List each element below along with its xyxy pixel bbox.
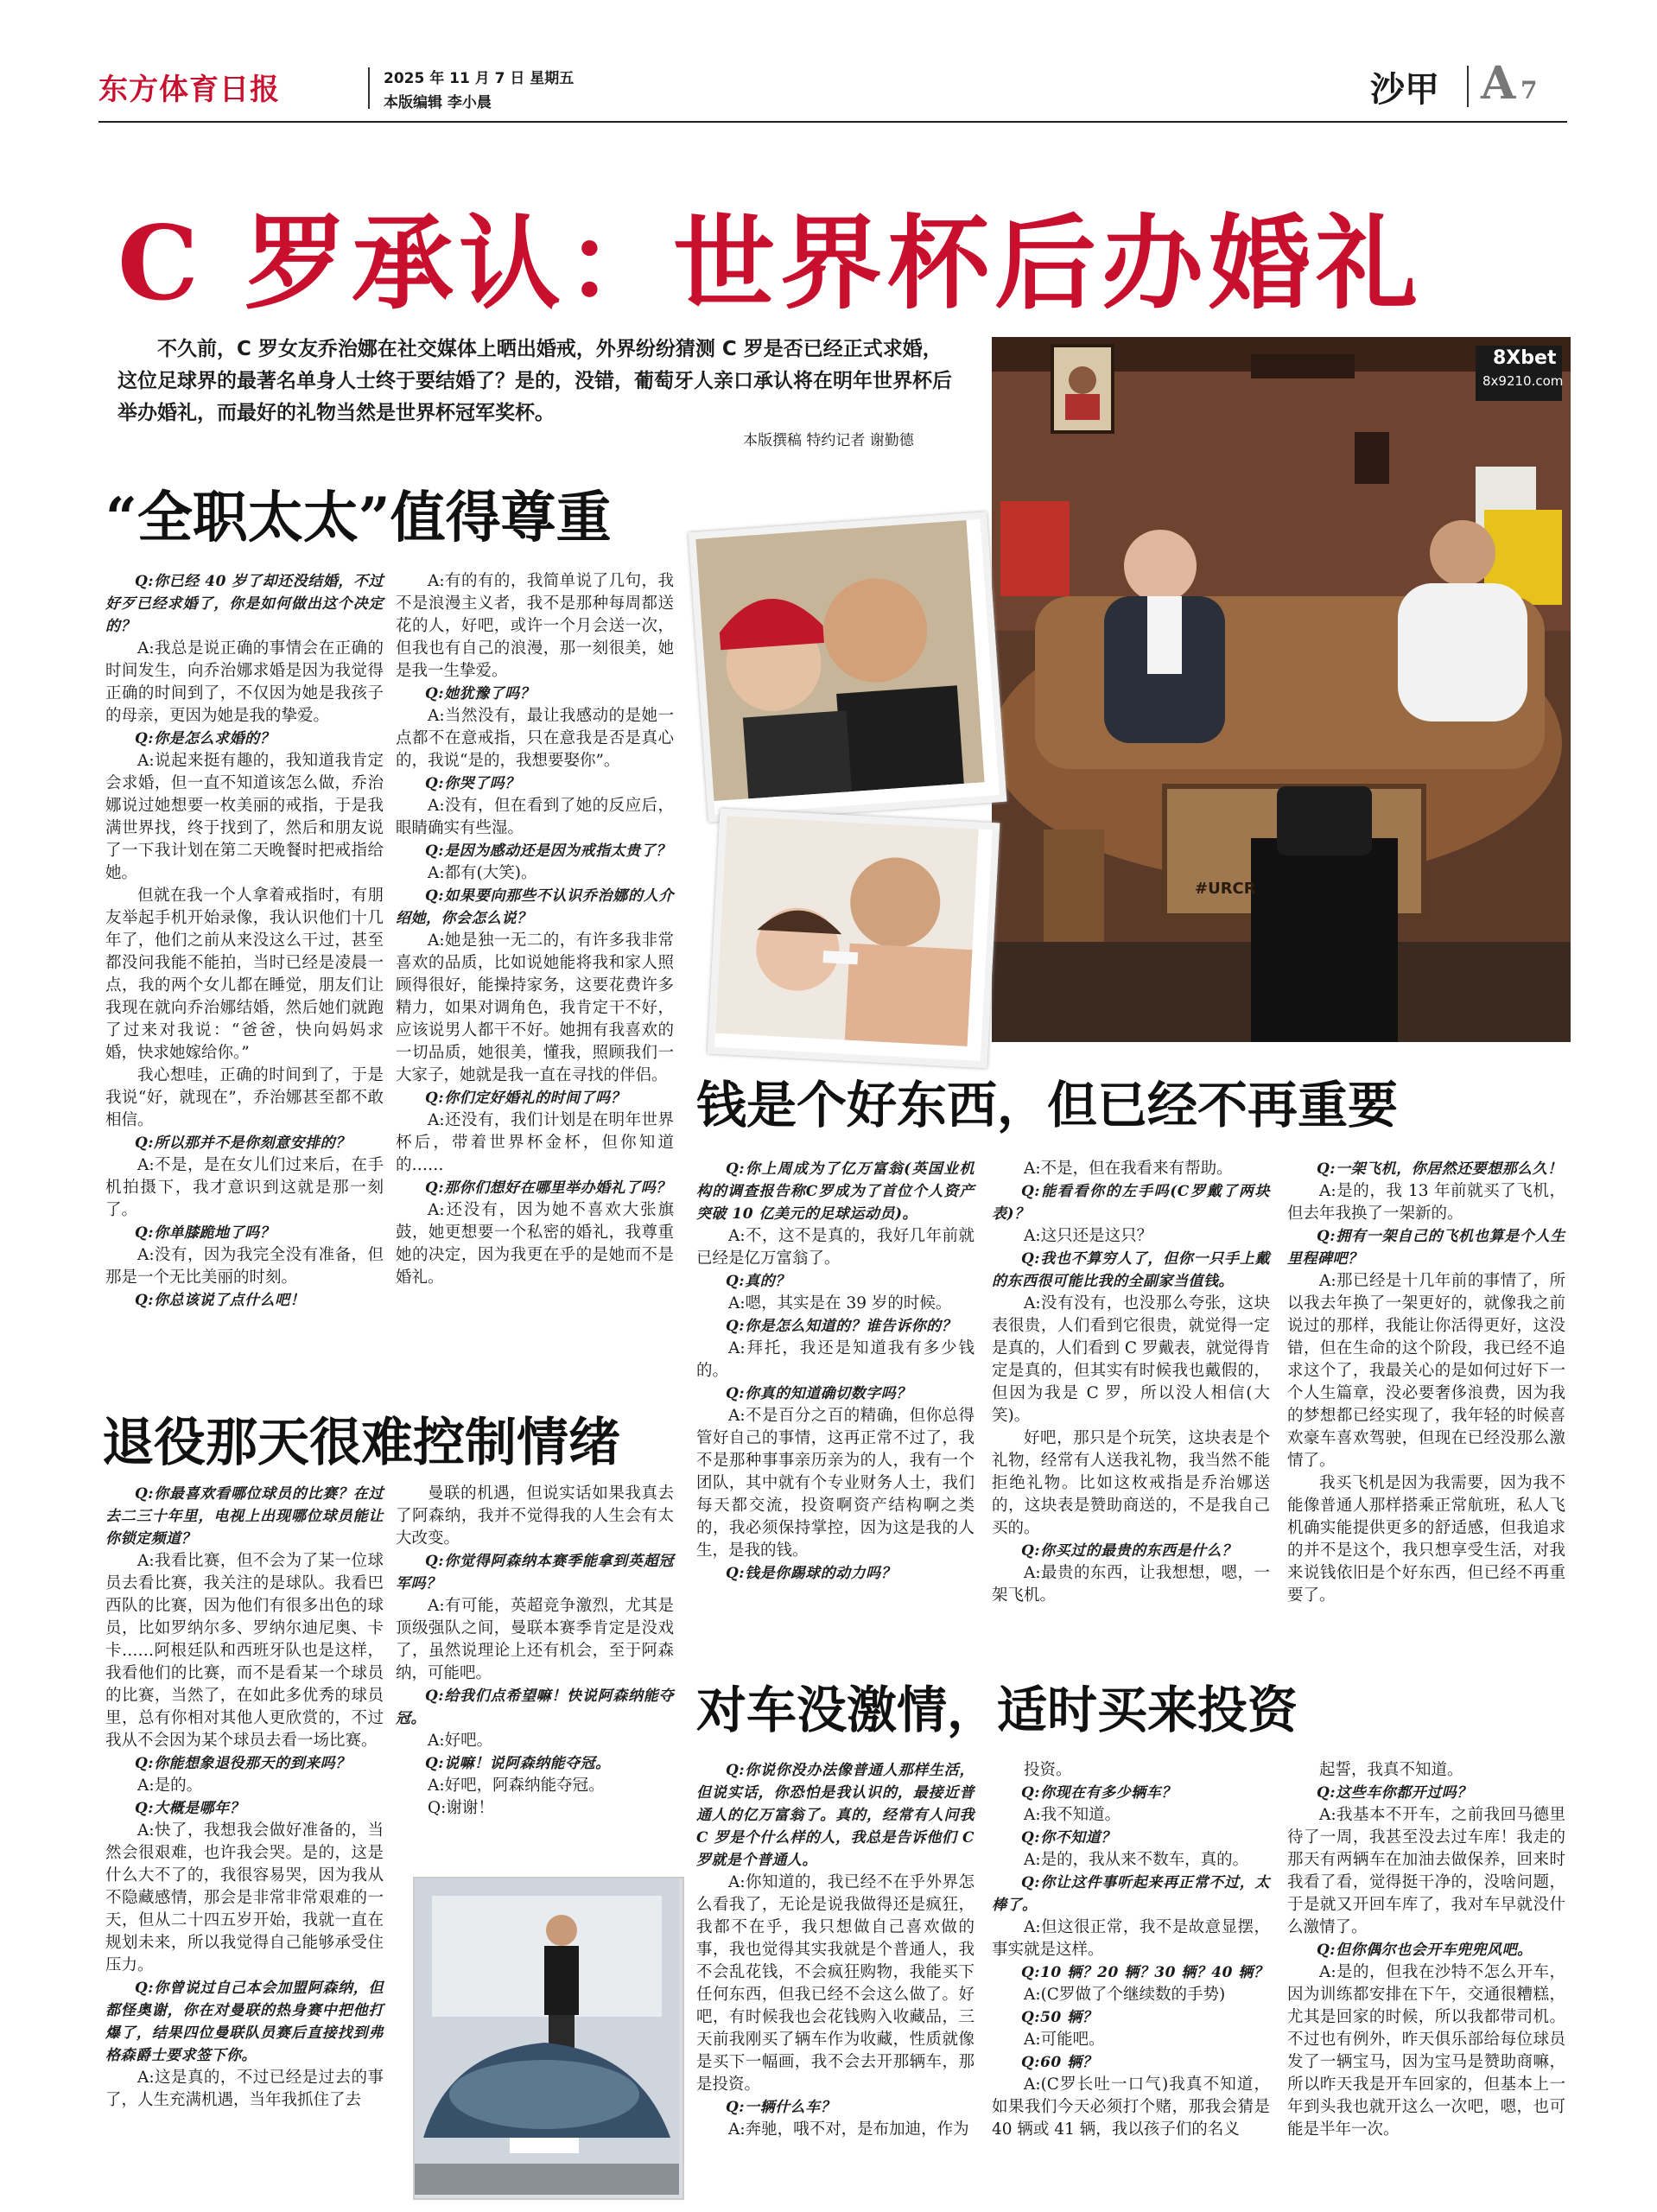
interview-question: Q:一辆什么车？ bbox=[726, 2099, 836, 2116]
interview-question: Q:她犹豫了吗？ bbox=[425, 685, 536, 702]
interview-question: Q:你说你没办法像普通人那样生活，但说实话，你恐怕是我认识的，最接近普通人的亿万富翁了。真的，经常有人问我 C 罗是个什么样的人，我总是告诉他们 C 罗就是个普通人。 bbox=[696, 1762, 975, 1869]
interview-question: Q:你总该说了点什么吧！ bbox=[135, 1292, 306, 1309]
page-divider bbox=[1467, 66, 1469, 107]
issue-date: 2025 年 11 月 7 日 星期五 bbox=[384, 70, 575, 87]
interview-answer: A:她是独一无二的，有许多我非常喜欢的品质，比如说她能将我和家人照顾得很好，能操持家务，这要花费许多精力，如果对调角色，我肯定干不好，应该说男人都干不好。她拥有我喜欢的一切品质，她很美，懂我，照顾我们一大家子，她就是我一直在寻找的伴侣。 bbox=[396, 931, 674, 1084]
interview-question: Q:你已经 40 岁了却还没结婚，不过好歹已经求婚了，你是如何做出这个决定的？ bbox=[105, 573, 384, 635]
interview-answer: A:我不知道。 bbox=[1024, 1806, 1121, 1824]
paper-logo: 东方体育日报 bbox=[98, 73, 280, 107]
main-headline: C 罗承认：世界杯后办婚礼 bbox=[117, 203, 1423, 323]
interview-answer: A:不是，是在女儿们过来后，在手机拍摄下，我才意识到这就是那一刻了。 bbox=[105, 1156, 384, 1219]
interview-question: Q:真的？ bbox=[726, 1273, 790, 1290]
section3-column-1 bbox=[696, 1158, 975, 1585]
page-letter: A bbox=[1481, 57, 1516, 110]
interview-question: Q:给我们点希望嘛！快说阿森纳能夺冠。 bbox=[396, 1688, 674, 1727]
interview-answer: A:还没有，因为她不喜欢大张旗鼓，她更想要一个私密的婚礼，我尊重她的决定，因为我更在乎的是她而不是婚礼。 bbox=[396, 1201, 674, 1287]
interview-answer: A:可能吧。 bbox=[1024, 2031, 1105, 2049]
interview-answer: A:是的，我从来不数车，真的。 bbox=[1024, 1851, 1249, 1869]
section3-column-3 bbox=[1287, 1158, 1565, 1607]
interview-question: Q:这些车你都开过吗？ bbox=[1317, 1784, 1472, 1802]
interview-question: Q:那你们想好在哪里举办婚礼了吗？ bbox=[425, 1179, 671, 1197]
interview-question: Q:说嘛！说阿森纳能夺冠。 bbox=[425, 1755, 611, 1772]
interview-question: Q:你最喜欢看哪位球员的比赛？在过去二三十年里，电视上出现哪位球员能让你锁定频道？ bbox=[105, 1485, 384, 1548]
interview-answer: A:我看比赛，但不会为了某一位球员去看比赛，我关注的是球队。我看巴西队的比赛，因为他们有很多出色的球员，比如罗纳尔多、罗纳尔迪尼奥、卡卡……阿根廷队和西班牙队也是这样，我看他们的比赛，而不是看某一个球员的比赛，当然了，在如此多优秀的球员里，总有你相对其他人更欣赏的，不过我从不会因为某个球员去看一场比赛。 bbox=[105, 1552, 384, 1750]
interview-answer: A:(C罗长吐一口气)我真不知道，如果我们今天必须打个赌，那我会猜是 40 辆或 41 辆，我以孩子们的名义 bbox=[992, 2075, 1270, 2139]
interview-question: Q:大概是哪年？ bbox=[135, 1800, 245, 1817]
interview-photo bbox=[992, 337, 1571, 1042]
interview-answer: A:这只还是这只？ bbox=[1024, 1227, 1153, 1245]
interview-answer: A:不是百分之百的精确，但你总得管好自己的事情，这再正常不过了，我不是那种事事亲历亲为的人，我有一个团队，其中就有个专业财务人士，我们每天都交流，投资啊资产结构啊之类的，我必须保持掌控，因为这是我的人生，是我的钱。 bbox=[696, 1407, 975, 1560]
interview-answer: A:不是，但在我看来有帮助。 bbox=[1024, 1160, 1233, 1178]
family-photo bbox=[708, 809, 1000, 1069]
interview-answer: A:有的有的，我简单说了几句，我不是浪漫主义者，我不是那种每周都送花的人，好吧，或许一个月会送一次，但我也有自己的浪漫，那一刻很美，她是我一生挚爱。 bbox=[396, 572, 674, 680]
interview-question: Q:拥有一架自己的飞机也算是个人生里程碑吧？ bbox=[1287, 1228, 1565, 1268]
interview-question: Q:能看看你的左手吗(C罗戴了两块表)？ bbox=[992, 1183, 1270, 1223]
interview-answer: A:是的。 bbox=[137, 1777, 203, 1795]
interview-question: Q:60 辆？ bbox=[1021, 2054, 1098, 2071]
interview-question: Q:你真的知道确切数字吗？ bbox=[726, 1385, 911, 1402]
masthead bbox=[98, 57, 1567, 112]
interview-answer: A:快了，我想我会做好准备的，当然会很艰难，也许我会哭。是的，这是什么大不了的，我很容易哭，因为我从不隐藏感情，那会是非常非常艰难的一天，但从二十四五岁开始，我就一直在规划未来，所以我觉得自己能够承受住压力。 bbox=[105, 1821, 384, 1974]
page-number: 7 bbox=[1521, 76, 1538, 105]
interview-answer: 起誓，我真不知道。 bbox=[1319, 1761, 1463, 1779]
page-editor: 本版编辑 李小晨 bbox=[384, 94, 492, 111]
sponsor-watermark: 8Xbet bbox=[1493, 347, 1557, 369]
section3-column-2 bbox=[992, 1158, 1270, 1607]
section3-heading: 钱是个好东西，但已经不再重要 bbox=[696, 1076, 1399, 1135]
interview-question: Q:你能想象退役那天的到来吗？ bbox=[135, 1755, 351, 1772]
section2-heading: 退役那天很难控制情绪 bbox=[102, 1413, 620, 1473]
interview-answer: A:没有，但在看到了她的反应后，眼睛确实有些湿。 bbox=[396, 797, 674, 837]
section2-column-1 bbox=[105, 1483, 384, 2112]
section4-heading: 对车没激情，适时买来投资 bbox=[696, 1681, 1298, 1739]
interview-question: Q:你们定好婚礼的时间了吗？ bbox=[425, 1090, 626, 1107]
interview-question: Q:钱是你踢球的动力吗？ bbox=[726, 1565, 897, 1582]
interview-answer: A:还没有，我们计划是在明年世界杯后，带着世界杯金杯，但你知道的…… bbox=[396, 1111, 674, 1174]
sponsor-url: 8x9210.com bbox=[1482, 373, 1564, 389]
interview-question: Q:你哭了吗？ bbox=[425, 775, 520, 792]
interview-answer: A:嗯，其实是在 39 岁的时候。 bbox=[728, 1294, 952, 1313]
interview-answer: A:但这很正常，我不是故意显摆，事实就是这样。 bbox=[992, 1918, 1270, 1959]
section4-column-2 bbox=[992, 1759, 1270, 2141]
interview-answer: Q:谢谢！ bbox=[428, 1799, 494, 1817]
section1-heading: “全职太太”值得尊重 bbox=[105, 486, 612, 550]
interview-answer: A:我总是说正确的事情会在正确的时间发生，向乔治娜求婚是因为我觉得正确的时间到了，不仅因为她是我孩子的母亲，更因为她是我的挚爱。 bbox=[105, 639, 384, 725]
interview-answer: A:当然没有，最让我感动的是她一点都不在意戒指，只在意我是否是真心的，我说“是的，我想要娶你”。 bbox=[396, 707, 674, 770]
interview-answer: A:这是真的，不过已经是过去的事了，人生充满机遇，当年我抓住了去 bbox=[105, 2069, 384, 2109]
table-tag: #URCR bbox=[1195, 880, 1256, 898]
car-photo bbox=[413, 1877, 684, 2200]
section2-column-2 bbox=[396, 1483, 674, 1820]
interview-answer: 好吧，那只是个玩笑，这块表是个礼物，经常有人送我礼物，我当然不能拒绝礼物。比如这枚戒指是乔治娜送的，这块表是赞助商送的，不是我自己买的。 bbox=[992, 1429, 1270, 1537]
byline: 本版撰稿 特约记者 谢勤德 bbox=[743, 432, 914, 449]
section4-column-1 bbox=[696, 1759, 975, 2141]
interview-question: Q:50 辆？ bbox=[1021, 2009, 1098, 2026]
interview-answer: A:没有没有，也没那么夸张，这块表很贵，人们看到它很贵，就觉得一定是真的，人们看到 C 罗戴表，就觉得肯定是真的，但其实有时候我也戴假的，但因为我是 C 罗，所以没人相信(大笑)。 bbox=[992, 1294, 1270, 1425]
interview-question: Q:你买过的最贵的东西是什么？ bbox=[1021, 1542, 1237, 1560]
section4-column-3 bbox=[1287, 1759, 1565, 2141]
section-name: 沙甲 bbox=[1370, 69, 1439, 110]
interview-answer: A:没有，因为我完全没有准备，但那是一个无比美丽的时刻。 bbox=[105, 1246, 384, 1287]
interview-answer: 我买飞机是因为我需要，因为我不能像普通人那样搭乘正常航班，私人飞机确实能提供更多的舒适感，但我追求的并不是这个，我只想享受生活，对我来说钱依旧是个好东西，但已经不再重要了。 bbox=[1287, 1474, 1565, 1605]
section1-column-1 bbox=[105, 570, 384, 1312]
interview-answer: A:说起来挺有趣的，我知道我肯定会求婚，但一直不知道该怎么做，乔治娜说过她想要一枚美丽的戒指，于是我满世界找，终于找到了，然后和朋友说了一下我计划在第二天晚餐时把戒指给她。 bbox=[105, 752, 384, 882]
interview-answer: A:有可能，英超竞争激烈，尤其是顶级强队之间，曼联本赛季肯定是没戏了，虽然说理论上还有机会，至于阿森纳，可能吧。 bbox=[396, 1597, 674, 1682]
masthead-rule bbox=[98, 121, 1567, 123]
interview-answer: A:奔驰，哦不对，是布加迪，作为 bbox=[728, 2120, 969, 2139]
interview-answer: A:都有(大笑)。 bbox=[428, 864, 537, 882]
interview-question: Q:是因为感动还是因为戒指太贵了？ bbox=[425, 842, 671, 860]
section1-column-2 bbox=[396, 570, 674, 1289]
interview-answer: A:我基本不开车，之前我回马德里待了一周，我甚至没去过车库！我走的那天有两辆车在加油去做保养，回来时我看了看，觉得挺干净的，没啥问题，于是就又开回车库了，我对车早就没什么激情了。 bbox=[1287, 1806, 1565, 1936]
interview-answer: A:不，这不是真的，我好几年前就已经是亿万富翁了。 bbox=[696, 1227, 975, 1268]
interview-answer: A:你知道的，我已经不在乎外界怎么看我了，无论是说我做得还是疯狂，我都不在乎，我只想做自己喜欢做的事，我也觉得其实我就是个普通人，我不会乱花钱，不会疯狂购物，我能买下任何东西，但我已经不会这么做了。好吧，有时候我也会花钱购入收藏品，三天前我刚买了辆车作为收藏，性质就像是买下一幅画，我不会去开那辆车，那是投资。 bbox=[696, 1873, 975, 2094]
lead-paragraph: 不久前，C 罗女友乔治娜在社交媒体上晒出婚戒，外界纷纷猜测 C 罗是否已经正式求婚，这位足球界的最著名单身人士终于要结婚了？是的，没错，葡萄牙人亲口承认将在明年世界杯后举办婚礼，而最好的礼物当然是世界杯冠军奖杯。 bbox=[117, 338, 952, 424]
interview-question: Q:一架飞机，你居然还要想那么久！ bbox=[1317, 1160, 1563, 1178]
interview-answer: A:是的，我 13 年前就买了飞机，但去年我换了一架新的。 bbox=[1287, 1182, 1565, 1223]
couple-photo bbox=[689, 512, 1007, 822]
interview-question: Q:你曾说过自己本会加盟阿森纳，但都怪奥谢，你在对曼联的热身赛中把他打爆了，结果四位曼联队员赛后直接找到弗格森爵士要求签下你。 bbox=[105, 1980, 384, 2064]
family-photo-art bbox=[715, 816, 979, 1046]
interview-question: Q:你上周成为了亿万富翁(英国业机构的调查报告称C罗成为了首位个人资产突破 10 亿美元的足球运动员)。 bbox=[696, 1160, 975, 1223]
interview-answer: 曼联的机遇，但说实话如果我真去了阿森纳，我并不觉得我的人生会有太大改变。 bbox=[396, 1484, 674, 1548]
interview-question: Q:你是怎么知道的？谁告诉你的？ bbox=[726, 1318, 957, 1335]
interview-question: Q:你不知道？ bbox=[1021, 1829, 1116, 1847]
interview-question: Q:你觉得阿森纳本赛季能拿到英超冠军吗？ bbox=[396, 1553, 674, 1592]
interview-answer: A:(C罗做了个继续数的手势) bbox=[1024, 1986, 1226, 2004]
interview-answer: A:好吧，阿森纳能夺冠。 bbox=[428, 1777, 605, 1795]
interview-question: Q:所以那并不是你刻意安排的？ bbox=[135, 1135, 351, 1152]
interview-answer: A:好吧。 bbox=[428, 1732, 493, 1750]
interview-answer: 投资。 bbox=[1024, 1761, 1072, 1779]
interview-question: Q:你是怎么求婚的？ bbox=[135, 730, 276, 747]
interview-question: Q:但你偶尔也会开车兜兜风吧。 bbox=[1317, 1942, 1533, 1959]
interview-answer: A:最贵的东西，让我想想，嗯，一架飞机。 bbox=[992, 1564, 1270, 1605]
interview-answer: 但就在我一个人拿着戒指时，有朋友举起手机开始录像，我认识他们十几年了，他们之前从来没这么干过，甚至都没问我能不能拍，当时已经是凌晨一点，我的两个女儿都在睡觉，朋友们让我现在就向乔治娜结婚，然后她们就跑了过来对我说：“爸爸，快向妈妈求婚，快求她嫁给你。” bbox=[105, 887, 384, 1062]
interview-answer: 我心想哇，正确的时间到了，于是我说“好，就现在”，乔治娜甚至都不敢相信。 bbox=[105, 1066, 384, 1129]
couple-photo-art bbox=[695, 520, 984, 801]
interview-question: Q:我也不算穷人了，但你一只手上戴的东西很可能比我的全副家当值钱。 bbox=[992, 1250, 1270, 1290]
interview-question: Q:你让这件事听起来再正常不过，太棒了。 bbox=[992, 1874, 1270, 1914]
interview-question: Q:你单膝跪地了吗？ bbox=[135, 1224, 276, 1242]
interview-question: Q:如果要向那些不认识乔治娜的人介绍她，你会怎么说？ bbox=[396, 887, 674, 927]
masthead-divider bbox=[368, 67, 370, 109]
car-photo-art bbox=[415, 1878, 679, 2195]
interview-answer: A:那已经是十几年前的事情了，所以我去年换了一架更好的，就像我之前说过的那样，我能让你活得更好，这没错，但在生命的这个阶段，我已经不追求这个了，我最关心的是如何过好下一个人生篇章，没必要奢侈浪费，因为我的梦想都已经实现了，我年轻的时候喜欢豪车喜欢驾驶，但现在已经没那么激情了。 bbox=[1287, 1272, 1565, 1470]
interview-question: Q:10 辆？20 辆？30 辆？40 辆？ bbox=[1021, 1964, 1269, 1981]
interview-photo-art bbox=[992, 337, 1571, 1042]
interview-answer: A:是的，但我在沙特不怎么开车，因为训练都安排在下午，交通很糟糕，尤其是回家的时候，所以我都带司机。不过也有例外，昨天俱乐部给每位球员发了一辆宝马，因为宝马是赞助商嘛，所以昨天我是开车回家的，但基本上一年到头我也就开这么一次吧，嗯，也可能是半年一次。 bbox=[1287, 1963, 1565, 2139]
interview-answer: A:拜托，我还是知道我有多少钱的。 bbox=[696, 1339, 975, 1380]
interview-question: Q:你现在有多少辆车？ bbox=[1021, 1784, 1177, 1802]
